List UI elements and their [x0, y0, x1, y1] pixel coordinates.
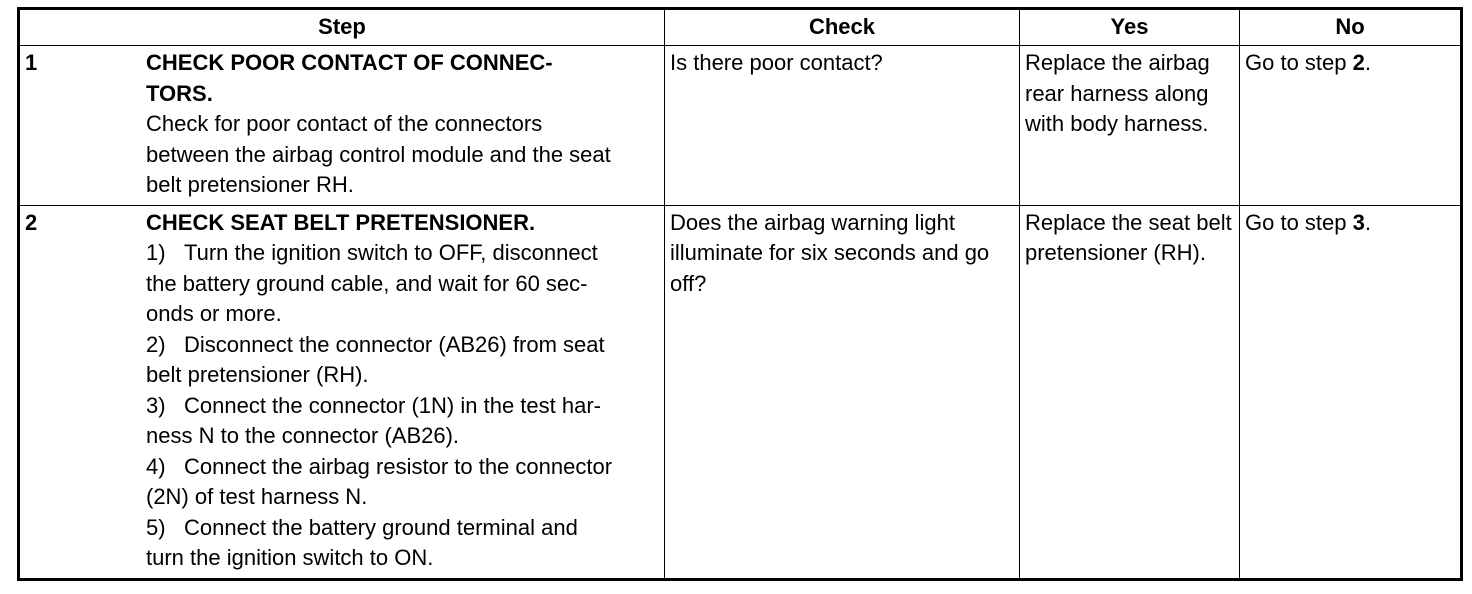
header-row — [19, 9, 1462, 46]
step-body — [146, 208, 660, 574]
substep-text: Connect the connector (1N) in the test har- — [184, 392, 601, 418]
substep — [146, 391, 660, 422]
header-step: Step — [19, 9, 665, 46]
table-row — [19, 46, 1462, 206]
yes-cell: Replace the seat belt pretensioner (RH). — [1020, 205, 1240, 579]
yes-cell: Replace the airbag rear harness along with body harness. — [1020, 46, 1240, 206]
substep-text: Connect the airbag resistor to the connector — [184, 453, 613, 479]
step-title-cont: TORS. — [146, 80, 213, 106]
substep-index: 1) — [146, 240, 166, 265]
substep-text: Connect the battery ground terminal and — [184, 514, 578, 540]
substep-text: Disconnect the connector (AB26) from seat — [184, 331, 605, 357]
header-check: Check — [665, 9, 1020, 46]
substep — [146, 330, 660, 361]
no-cell — [1240, 205, 1462, 579]
step-title: CHECK POOR CONTACT OF CONNEC- — [146, 50, 553, 75]
no-prefix: Go to step — [1245, 209, 1353, 235]
substep-index: 2) — [146, 331, 166, 357]
substep — [146, 238, 660, 269]
check-cell: Does the airbag warning light illuminate for six seconds and go off? — [665, 205, 1020, 579]
substep — [146, 452, 660, 483]
no-prefix: Go to step — [1245, 50, 1353, 75]
no-suffix: . — [1364, 209, 1371, 235]
substep-index: 5) — [146, 514, 166, 540]
substep-index: 3) — [146, 392, 166, 418]
no-step-ref: 2 — [1352, 50, 1365, 75]
step-number: 1 — [25, 50, 38, 75]
step-number: 2 — [25, 209, 38, 235]
table-row — [19, 205, 1462, 579]
step-cell — [19, 46, 665, 206]
header-no: No — [1240, 9, 1462, 46]
step-cell — [19, 205, 665, 579]
no-step-ref: 3 — [1352, 209, 1365, 235]
substep-cont: the battery ground cable, and wait for 60 sec- onds or more. — [146, 270, 588, 326]
no-suffix: . — [1364, 50, 1371, 75]
step-body — [146, 48, 660, 201]
check-cell: Is there poor contact? — [665, 46, 1020, 206]
substep — [146, 513, 660, 544]
no-cell — [1240, 46, 1462, 206]
step-text: belt pretensioner RH. — [146, 172, 354, 197]
substep-text: Turn the ignition switch to OFF, disconnect — [184, 240, 598, 265]
header-yes: Yes — [1020, 9, 1240, 46]
step-text: between the airbag control module and the seat — [146, 141, 611, 167]
substep-cont: belt pretensioner (RH). — [146, 362, 369, 387]
step-title: CHECK SEAT BELT PRETENSIONER. — [146, 209, 536, 235]
substep-cont: ness N to the connector (AB26). — [146, 423, 460, 448]
substep-cont: turn the ignition switch to ON. — [146, 545, 434, 570]
substep-cont: (2N) of test harness N. — [146, 484, 368, 509]
step-text: Check for poor contact of the connectors — [146, 111, 543, 136]
substep-index: 4) — [146, 453, 166, 479]
diagnostic-table — [17, 7, 1463, 581]
